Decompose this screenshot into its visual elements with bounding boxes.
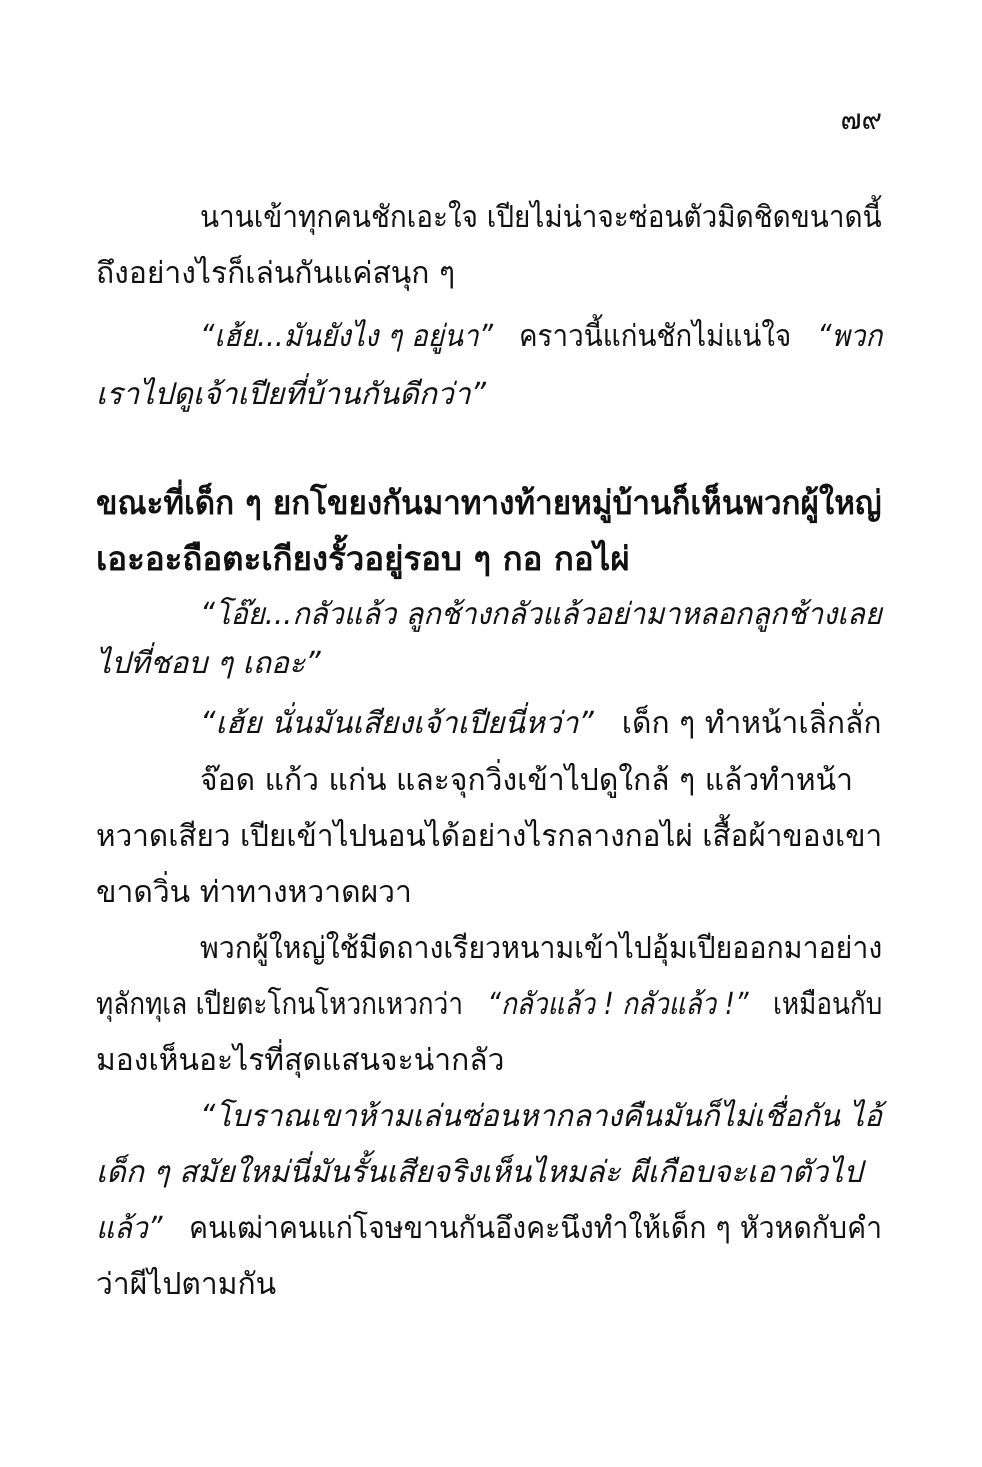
- paragraph-7-line-4: ว่าผีไปตามกัน: [96, 1267, 277, 1302]
- dialogue-text: “เฮ้ย...มันยังไง ๆ อยู่นา”: [200, 319, 494, 354]
- paragraph-5-line-3: ขาดวิ่น ท่าทางหวาดผวา: [96, 875, 412, 910]
- paragraph-2-line-1: [200, 316, 882, 358]
- paragraph-6-line-1: พวกผู้ใหญ่ใช้มีดถางเรียวหนามเข้าไปอุ้มเปียออกมาอย่าง: [200, 931, 883, 966]
- narration-text: คนเฒ่าคนแก่โจษขานกันอึงคะนึงทำให้เด็ก ๆ หัวหดกับคำ: [189, 1211, 883, 1246]
- paragraph-1-line-1: นานเข้าทุกคนชักเอะใจ เปียไม่น่าจะซ่อนตัวมิดชิดขนาดนี้: [200, 200, 882, 235]
- paragraph-5-line-1: จ๊อด แก้ว แก่น และจุกวิ่งเข้าไปดูใกล้ ๆ แล้วทำหน้า: [200, 763, 854, 798]
- paragraph-6-line-2: [96, 984, 882, 1026]
- narration-text: เหมือนกับ: [772, 987, 883, 1022]
- paragraph-4-line-1: [200, 703, 882, 745]
- paragraph-3-line-1: “โอ๊ย...กลัวแล้ว ลูกช้างกลัวแล้วอย่ามาหลอกลูกช้างเลย: [200, 597, 882, 632]
- paragraph-7-line-1: “โบราณเขาห้ามเล่นซ่อนหากลางคืนมันก็ไม่เชื่อกัน ไอ้: [200, 1099, 882, 1134]
- dialogue-text: “กลัวแล้ว ! กลัวแล้ว !”: [487, 987, 749, 1022]
- paragraph-3-line-2: ไปที่ชอบ ๆ เถอะ”: [96, 646, 321, 681]
- section-heading-line-1: ขณะที่เด็ก ๆ ยกโขยงกันมาทางท้ายหมู่บ้านก็เห็นพวกผู้ใหญ่: [96, 483, 882, 522]
- dialogue-text: “เฮ้ย นั่นมันเสียงเจ้าเปียนี่หว่า”: [200, 706, 594, 741]
- narration-text: คราวนี้แก่นชักไม่แน่ใจ: [518, 319, 792, 354]
- dialogue-text: “พวก: [817, 319, 883, 354]
- paragraph-7-line-2: เด็ก ๆ สมัยใหม่นี่มันรั้นเสียจริงเห็นไหมล่ะ ผีเกือบจะเอาตัวไป: [96, 1155, 863, 1190]
- narration-text: เด็ก ๆ ทำหน้าเลิ่กลั่ก: [621, 706, 882, 741]
- narration-text: ทุลักทุเล เปียตะโกนโหวกเหวกว่า: [96, 987, 464, 1022]
- paragraph-7-line-3: [96, 1208, 882, 1250]
- page-number: ๗๙: [840, 103, 882, 136]
- paragraph-5-line-2: หวาดเสียว เปียเข้าไปนอนได้อย่างไรกลางกอไผ่ เสื้อผ้าของเขา: [96, 819, 883, 854]
- paragraph-1-line-2: ถึงอย่างไรก็เล่นกันแค่สนุก ๆ: [96, 256, 456, 291]
- paragraph-2-line-2: เราไปดูเจ้าเปียที่บ้านกันดีกว่า”: [96, 377, 487, 412]
- dialogue-text: แล้ว”: [96, 1211, 163, 1246]
- section-heading-line-2: เอะอะถือตะเกียงรั้วอยู่รอบ ๆ กอ กอไผ่: [96, 539, 630, 578]
- paragraph-6-line-3: มองเห็นอะไรที่สุดแสนจะน่ากลัว: [96, 1043, 505, 1078]
